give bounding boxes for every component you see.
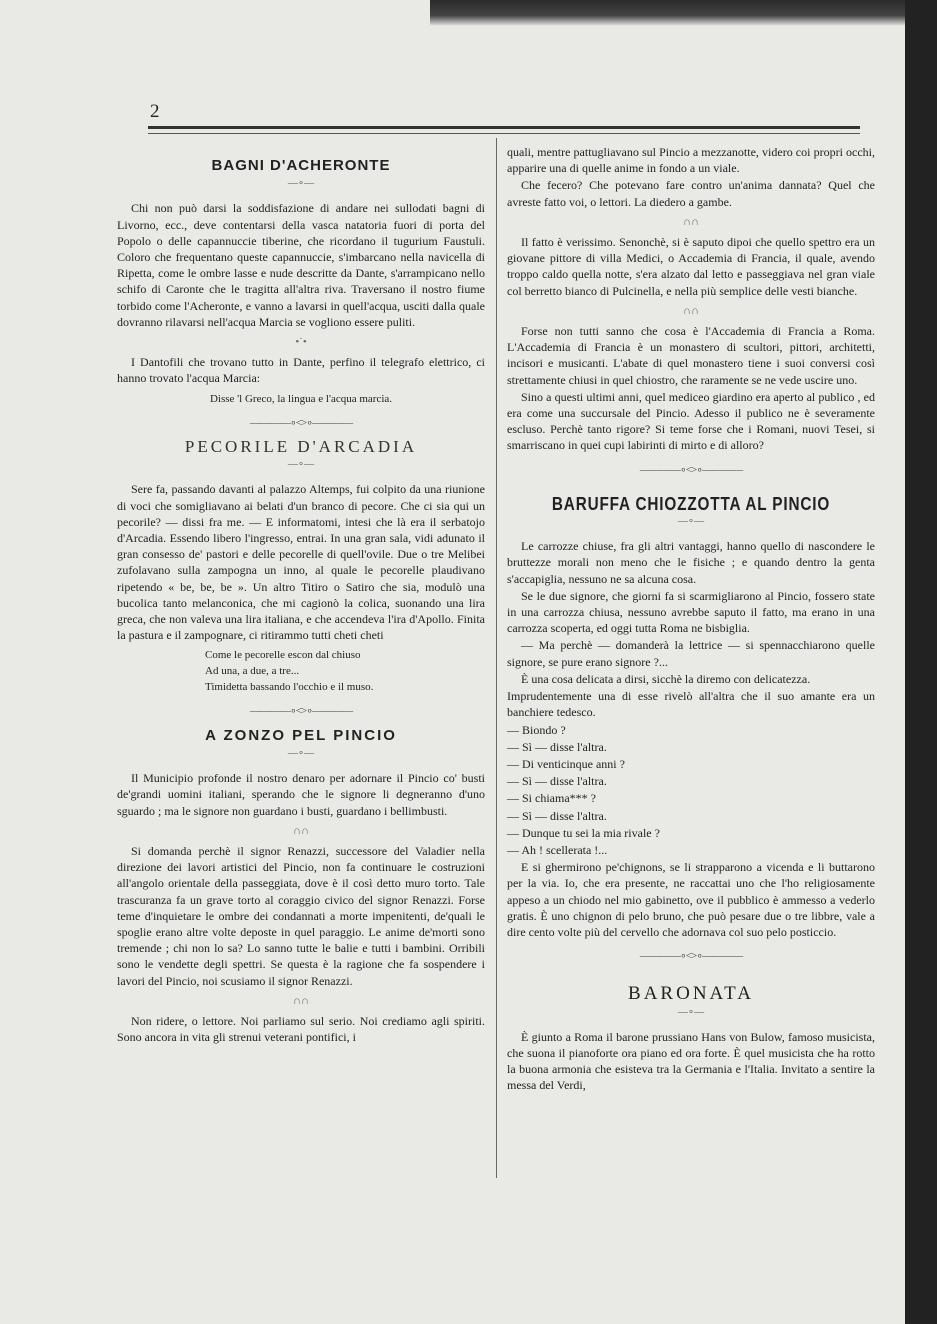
scan-border-right — [905, 0, 937, 1324]
title-ornament: —∘— — [287, 178, 315, 190]
dialogue-line: — Si chiama*** ? — [507, 791, 596, 806]
article-divider: ————∘<>∘———— — [639, 463, 743, 476]
paragraph: Non ridere, o lettore. Noi parliamo sul serio. Noi crediamo agli spiriti. Sono ancora in vita gli strenui veterani pontifici, i — [117, 1013, 485, 1045]
dialogue-line: — Dunque tu sei la mia rivale ? — [507, 825, 660, 840]
title-ornament: —∘— — [287, 747, 315, 759]
section-mark: ∩∩ — [293, 824, 309, 837]
verse-block — [205, 647, 485, 695]
section-mark: ∩∩ — [683, 215, 699, 228]
article-divider: ————∘<>∘———— — [249, 416, 353, 429]
dialogue-line: — Di venticinque anni ? — [507, 756, 625, 771]
paragraph: Le carrozze chiuse, fra gli altri vantaggi, hanno quello di nascondere le bruttezze morali non meno che le fisiche ; e quando dentro la genta s'accapiglia, nessuno ne sa alcuna cosa. — [507, 539, 875, 586]
article-title-baronata: BARONATA — [628, 983, 754, 1005]
article-divider: ————∘<>∘———— — [249, 705, 353, 718]
paragraph: E si ghermirono pe'chignons, se li strapparono a vicenda e li buttarono per la via. Io, che era presente, ne raccattai uno che l'ho religiosamente appeso a un chiodo nel mio gabinetto, ove il pubblico è ammesso a vederlo gratis. È uno chignon di pelo bruno, che può pesare due o tre libbre, vale a dire cento volte più del cervello che adornava col suo pelo posticcio. — [507, 860, 875, 939]
paragraph: Che fecero? Che potevano fare contro un'anima dannata? Quel che avreste fatto voi, o lettori. La diedero a gambe. — [507, 178, 875, 209]
paragraph: Il fatto è verissimo. Senonchè, si è saputo dipoi che quello spettro era un giovane pittore di villa Medici, o Accademia di Francia, il quale, avendo troppo caldo quella notte, s'era alzato dal letto e passeggiava nel gran viale col berretto bianco di Pulcinella, e nella più semplice delle vesti bianche. — [507, 235, 875, 298]
dialogue-line: — Sì — disse l'altra. — [507, 774, 607, 789]
paragraph: È giunto a Roma il barone prussiano Hans von Bulow, famoso musicista, che suona il pianoforte ora piano ed ora forte. È quel musicista che ha rotto la buona armonia che esisteva tra la Germania e l'Italia. Invitato a sentire la messa del Verdi, — [507, 1029, 875, 1093]
article-divider: ————∘<>∘———— — [639, 950, 743, 963]
page-number: 2 — [150, 101, 160, 122]
dialogue-line: — Ah ! scellerata !... — [507, 842, 608, 857]
section-dots: •˙• — [295, 336, 307, 349]
header-rule — [148, 126, 860, 134]
title-ornament: —∘— — [677, 1006, 705, 1018]
title-ornament: —∘— — [677, 516, 705, 528]
paragraph: — Ma perchè — domanderà la lettrice — si spennacchiarono quelle signore, se pure erano signore ?... — [507, 638, 875, 669]
title-ornament: —∘— — [287, 459, 315, 471]
dialogue-line: — Biondo ? — [507, 722, 566, 737]
verse-line: Timidetta bassando l'occhio e il muso. — [205, 681, 374, 694]
article-title-baruffa: BARUFFA CHIOZZOTTA AL PINCIO — [551, 493, 831, 514]
paragraph: Imprudentemente una di esse rivelò all'altra che il suo amante era un banchiere tedesco. — [507, 689, 875, 720]
paragraph: quali, mentre pattugliavano sul Pincio a mezzanotte, videro coi propri occhi, apparire una di quelle anime in fondo a un viale. — [507, 145, 875, 176]
quote-line: Disse 'l Greco, la lingua e l'acqua marcia. — [209, 392, 393, 405]
dialogue-block — [507, 722, 875, 859]
section-mark: ∩∩ — [293, 994, 309, 1007]
paragraph: Sere fa, passando davanti al palazzo Altemps, fui colpito da una riunione di voci che somigliavano ai belati d'un branco di pecore. Che ci sia qui un pecorile? — dissi fra me. — E informatomi, intesi che là era il serbatojo d'Arcadia. Essendo libero l'ingresso, entrai. In una gran sala, vidi adunato il gran consesso de' pastori e delle pecorelle di quell'ovile. Due o tre Melibei zufolavano sulla zampogna un inno, al quale le pecorelle plaudivano ripetendo « be, be, be ». Un altro Titiro o Satiro che sia, modulò una bucolica tanto melanconica, che mi cagionò la colica, suonando una lira greca, che non valeva una lira italiana, e che accendeva l'ira d'Apollo. Finita la pastura e il zampognare, ci ritirammo tutti cheti cheti — [117, 482, 485, 643]
right-column — [507, 144, 875, 1095]
section-mark: ∩∩ — [683, 304, 699, 317]
scan-border-top — [430, 0, 910, 26]
left-column — [117, 144, 485, 1046]
paragraph: Sino a questi ultimi anni, quel mediceo giardino era aperto al publico , ed era come una succursale del Pincio. Adesso il publico ne è severamente escluso. Perchè tanto rigore? Si teme forse che i Romani, nuovi Tesei, si smarriscano in quei cupi labirinti di mirto e di alloro? — [507, 389, 875, 453]
dialogue-line: — Sì — disse l'altra. — [507, 739, 607, 754]
verse-line: Come le pecorelle escon dal chiuso — [205, 649, 361, 662]
article-title-bagni: BAGNI D'ACHERONTE — [211, 157, 391, 174]
paragraph: Si domanda perchè il signor Renazzi, successore del Valadier nella direzione dei lavori artistici del Pincio, non fa continuare le costruzioni all'angolo orientale della passeggiata, dove è il così detto muro torto. Tale trascuranza fa un grave torto al coraggio civico del signor Renazzi. Forse teme d'inquietare le ombre dei condannati a morte impenitenti, de'quali le spoglie erano altre volte deposte in quel paraggio. Le anime de'morti sono tremende ; chi non lo sa? Lo sanno tutte le balie e tutti i bambini. Orribili sono le vendette degli spettri. Se questa è la ragione che fa sospendere i lavori del Pincio, noi scusiamo il signor Renazzi. — [117, 843, 485, 988]
paragraph: Forse non tutti sanno che cosa è l'Accademia di Francia a Roma. L'Accademia di Francia è un monastero di scultori, pittori, architetti, incisori e musicanti. L'abate di quel monastero tiene i suoi conversi così strettamente chiusi in quel chiostro, che raramente se ne vede uscire uno. — [507, 324, 875, 387]
verse-line: Ad una, a due, a tre... — [205, 665, 300, 678]
paragraph: I Dantofili che trovano tutto in Dante, perfino il telegrafo elettrico, ci hanno trovato l'acqua Marcia: — [117, 355, 485, 386]
article-title-zonzo: A ZONZO PEL PINCIO — [205, 726, 397, 744]
paragraph: Se le due signore, che giorni fa si scarmigliarono al Pincio, fossero state in una carrozza chiusa, nessuno avrebbe saputo il fatto, ma erano in una carrozza scoperta, ed oggi tutta Roma ne bisbiglia. — [507, 588, 875, 636]
article-title-pecorile: PECORILE D'ARCADIA — [184, 437, 418, 457]
dialogue-line: — Sì — disse l'altra. — [507, 808, 607, 823]
paragraph: Il Municipio profonde il nostro denaro per adornare il Pincio co' busti de'grandi uomini italiani, sperando che le signore li degneranno d'uno sguardo ; ma le signore non guardano i busti, guardano i bellimbusti. — [117, 771, 485, 818]
column-divider — [496, 138, 497, 1178]
paragraph: È una cosa delicata a dirsi, sicchè la diremo con delicatezza. — [521, 671, 811, 686]
paragraph: Chi non può darsi la soddisfazione di andare nei sullodati bagni di Livorno, ecc., deve contentarsi della vasca natatoria fuori di porta del Popolo o delle capannuccie tiberine, che ricordano il tugurium Faustuli. Coloro che frequentano queste capannuccie, s'imbarcano nella navicella di Ripetta, come le ombre lasse e nude descritte da Dante, s'arrampicano nello schifo di Caronte che le tragitta all'altra riva. Traversano il nostro fiume torbido come l'Acheronte, e vanno a lavarsi in quell'acqua, usciti dalla quale dovranno rilavarsi nell'acqua Marcia se vogliono essere puliti. — [117, 201, 485, 329]
